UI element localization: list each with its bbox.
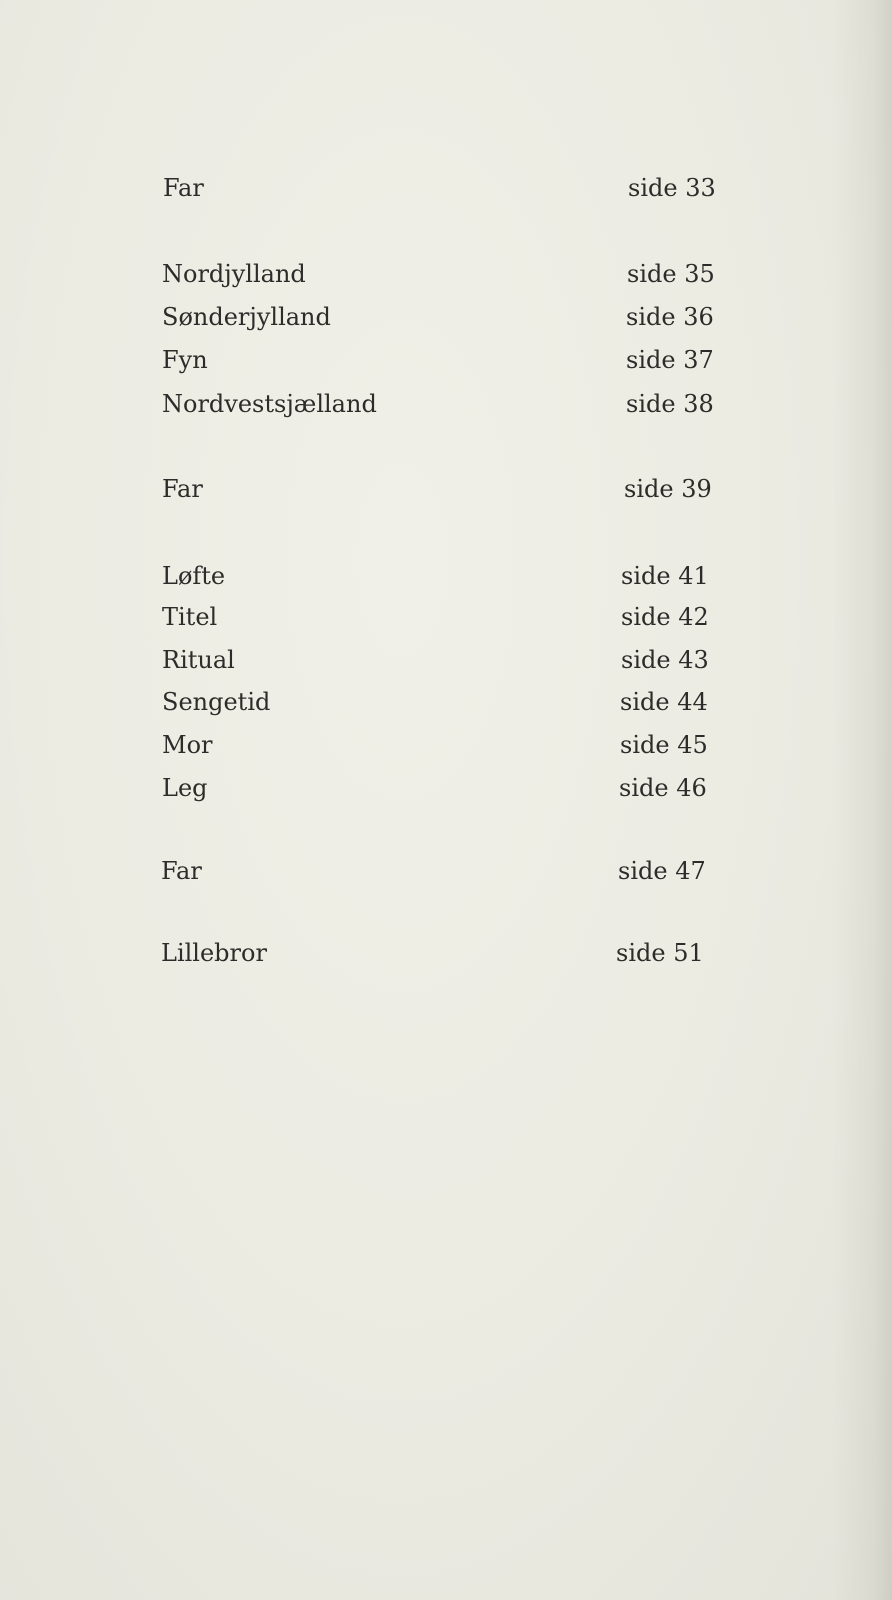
toc-entry-page: side 43 xyxy=(621,646,709,674)
toc-entry-title: Far xyxy=(161,857,202,885)
toc-entry-page: side 41 xyxy=(621,562,709,590)
toc-entry-title: Far xyxy=(163,174,204,202)
toc-entry-page: side 35 xyxy=(627,260,715,288)
toc-entry-title: Fyn xyxy=(162,346,208,374)
toc-entry xyxy=(0,386,892,422)
toc-entry xyxy=(0,342,892,378)
toc-entry-page: side 36 xyxy=(626,303,714,331)
toc-entry xyxy=(0,727,892,763)
toc-entry-title: Nordvestsjælland xyxy=(162,390,377,418)
toc-entry-title: Sønderjylland xyxy=(162,303,331,331)
toc-entry-title: Mor xyxy=(162,731,213,759)
toc-entry-page: side 42 xyxy=(621,603,709,631)
toc-entry-title: Ritual xyxy=(162,646,235,674)
toc-entry xyxy=(0,256,892,292)
toc-entry xyxy=(0,299,892,335)
toc-entry-page: side 45 xyxy=(620,731,708,759)
toc-entry xyxy=(0,599,892,635)
toc-entry xyxy=(0,770,892,806)
toc-entry xyxy=(0,170,892,206)
toc-entry xyxy=(0,853,892,889)
toc-entry-title: Far xyxy=(162,475,203,503)
toc-entry xyxy=(0,558,892,594)
toc-entry-page: side 51 xyxy=(616,939,704,967)
toc-entry xyxy=(0,642,892,678)
toc-entry xyxy=(0,471,892,507)
toc-entry xyxy=(0,935,892,971)
toc-entry-page: side 47 xyxy=(618,857,706,885)
toc-entry-title: Lillebror xyxy=(161,939,267,967)
toc-entry-title: Leg xyxy=(162,774,208,802)
toc-entry-page: side 37 xyxy=(626,346,714,374)
toc-entry-page: side 46 xyxy=(619,774,707,802)
toc-entry-page: side 33 xyxy=(628,174,716,202)
toc-entry xyxy=(0,684,892,720)
toc-entry-page: side 44 xyxy=(620,688,708,716)
toc-entry-title: Titel xyxy=(162,603,218,631)
toc-entry-page: side 38 xyxy=(626,390,714,418)
toc-entry-title: Nordjylland xyxy=(162,260,306,288)
toc-entry-title: Løfte xyxy=(162,562,226,590)
toc-entry-title: Sengetid xyxy=(162,688,271,716)
toc-entry-page: side 39 xyxy=(624,475,712,503)
